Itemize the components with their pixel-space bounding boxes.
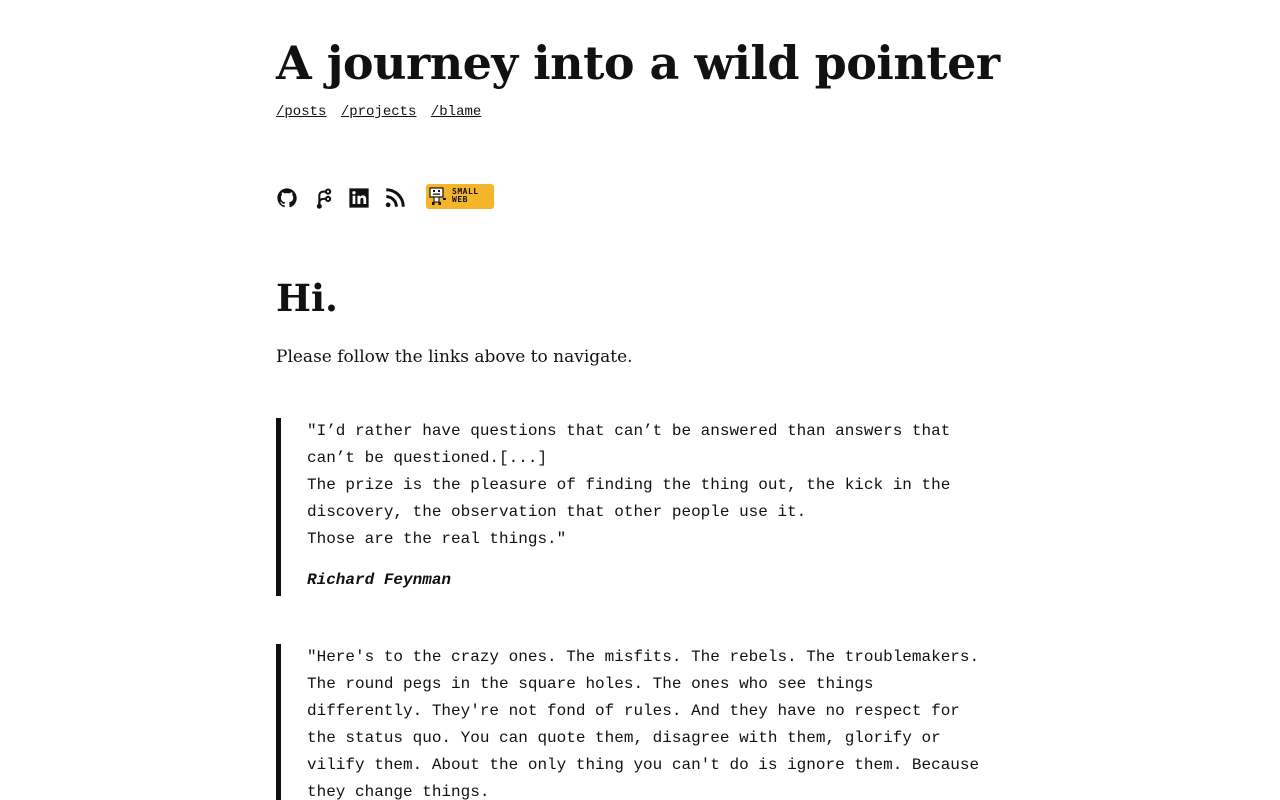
robot-icon [429,186,447,206]
rss-icon[interactable] [384,187,406,209]
quote-feynman [276,418,996,596]
smallweb-label [452,188,479,204]
quote-author: Richard Feynman [307,571,452,589]
nav-link-projects[interactable]: /projects [340,104,417,120]
quote-text: "I’d rather have questions that can’t be answered than answers that can’t be questioned.[...] The prize is the pleasure of finding the thing out, the kick in the discovery, the observation that other people use it. Those are the real things." [307,422,951,548]
quote-crazy-ones [276,644,996,800]
linkedin-icon[interactable] [348,187,370,209]
site-title[interactable]: A journey into a wild pointer [276,36,1000,90]
social-links [276,183,494,213]
forgejo-icon[interactable] [312,187,334,209]
quote-text: "Here's to the crazy ones. The misfits. The rebels. The troublemakers. The round pegs in the square holes. The ones who see things differently. They're not fond of rules. And they have no respect for the status quo. You can quote them, disagree with them, glorify or vilify them. About the only thing you can't do is ignore them. Because they change things. [307,648,989,800]
main-nav [276,104,487,120]
nav-link-blame[interactable]: /blame [430,104,482,120]
github-icon[interactable] [276,187,298,209]
smallweb-line1: SMALL [452,187,479,196]
smallweb-line2: WEB [452,195,468,204]
nav-link-posts[interactable]: /posts [276,104,327,120]
intro-text: Please follow the links above to navigate. [276,347,633,367]
page-heading: Hi. [276,276,338,320]
smallweb-badge[interactable] [426,184,494,209]
